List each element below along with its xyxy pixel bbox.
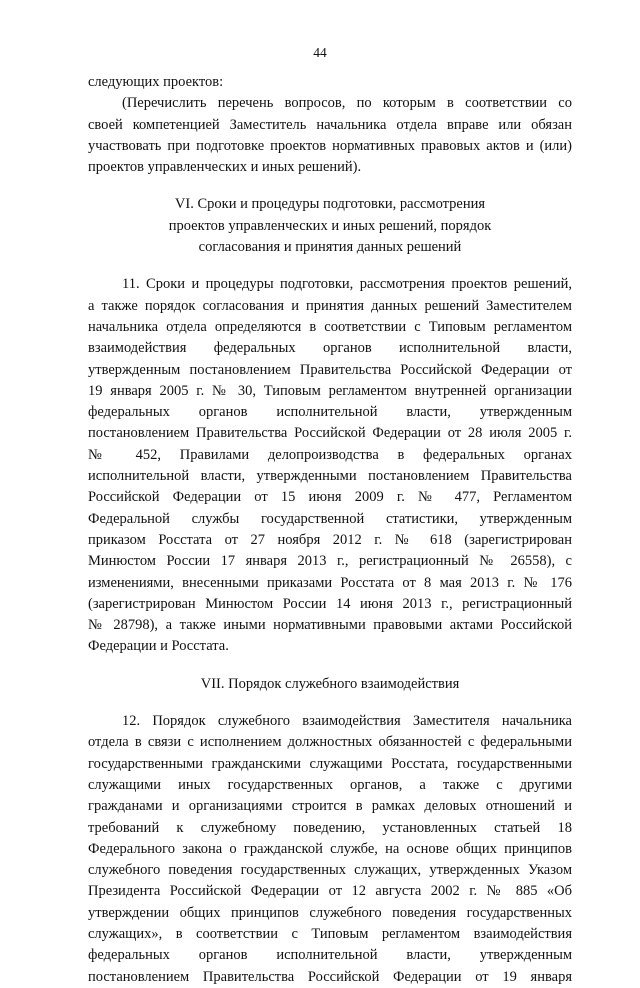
text-line: изменениями, внесенными приказами Росстата от 8 мая 2013 г. № 176 [88,574,572,591]
text-line: участвовать при подготовке проектов нормативных правовых актов и (или) [88,137,572,154]
text-line: Федерального закона о гражданской службе, на основе общих принципов [88,840,572,857]
text-line: приказом Росстата от 27 ноября 2012 г. № 618 (зарегистрирован [88,531,572,548]
text-line: взаимодействия федеральных органов исполнительной власти, [88,340,572,357]
text-line: исполнительной власти, утвержденными постановлением Правительства [88,468,572,485]
text-line: (зарегистрирован Минюстом России 14 июня 2013 г., регистрационный [88,595,572,612]
heading-line: проектов управленческих и иных решений, порядок [168,217,492,234]
text-line: начальника отдела определяются в соответствии с Типовым регламентом [88,318,572,335]
text-line: (Перечислить перечень вопросов, по которым в соответствии со [122,95,572,112]
text-line: № 452, Правилами делопроизводства в федеральных органах [88,446,572,463]
text-line: Минюстом России 17 января 2013 г., регистрационный № 26558), с [88,553,572,570]
document-body [88,72,572,988]
heading-line: VI. Сроки и процедуры подготовки, рассмотрения [174,196,486,213]
text-line: служащими иных государственных органов, а также с другими [88,776,572,793]
text-line: а также порядок согласования и принятия данных решений Заместителем [88,297,572,314]
text-line: требований к служебному поведению, установленных статьей 18 [88,819,572,836]
text-line: постановлением Правительства Российской Федерации от 28 июля 2005 г. [88,425,572,442]
text-line: 11. Сроки и процедуры подготовки, рассмотрения проектов решений, [122,276,572,293]
paragraph-11 [88,274,572,657]
text-line: постановлением Правительства Российской Федерации от 19 января [88,968,572,985]
text-line: Президента Российской Федерации от 12 августа 2002 г. № 885 «Об [88,883,572,900]
intro-block [88,72,572,178]
text-line: гражданами и организациями строится в рамках деловых отношений и [88,798,572,815]
text-line: федеральных органов исполнительной власти, утвержденным [88,404,572,421]
text-line: Федерации и Росстата. [88,638,229,655]
paragraph-12 [88,711,572,988]
text-line: утвержденным постановлением Правительства Российской Федерации от [88,361,572,378]
heading-line: согласования и принятия данных решений [198,239,462,256]
text-line: № 28798), а также иными нормативными правовыми актами Российской [88,617,572,634]
text-line: Федеральной службы государственной статистики, утвержденным [88,510,572,527]
section-heading-6 [88,194,572,258]
text-line: федеральных органов исполнительной власти, утвержденным [88,947,572,964]
text-line: 12. Порядок служебного взаимодействия Заместителя начальника [122,713,572,730]
text-line: проектов управленческих и иных решений). [88,159,362,176]
text-line: государственными гражданскими служащими Росстата, государственными [88,755,572,772]
text-line: Российской Федерации от 15 июня 2009 г. № 477, Регламентом [88,489,572,506]
text-line: 19 января 2005 г. № 30, Типовым регламентом внутренней организации [88,382,572,399]
text-line: служащих», в соответствии с Типовым регламентом взаимодействия [88,925,572,942]
text-line: утверждении общих принципов служебного поведения государственных [88,904,572,921]
text-line: своей компетенцией Заместитель начальника отдела вправе или обязан [88,116,572,133]
text-line: отдела в связи с исполнением должностных обязанностей с федеральными [88,734,572,751]
section-heading-7 [88,674,572,695]
page-number: 44 [313,45,327,60]
heading-line: VII. Порядок служебного взаимодействия [200,675,460,692]
text-line: следующих проектов: [88,74,224,90]
text-line: служебного поведения государственных служащих, утвержденных Указом [88,862,572,879]
